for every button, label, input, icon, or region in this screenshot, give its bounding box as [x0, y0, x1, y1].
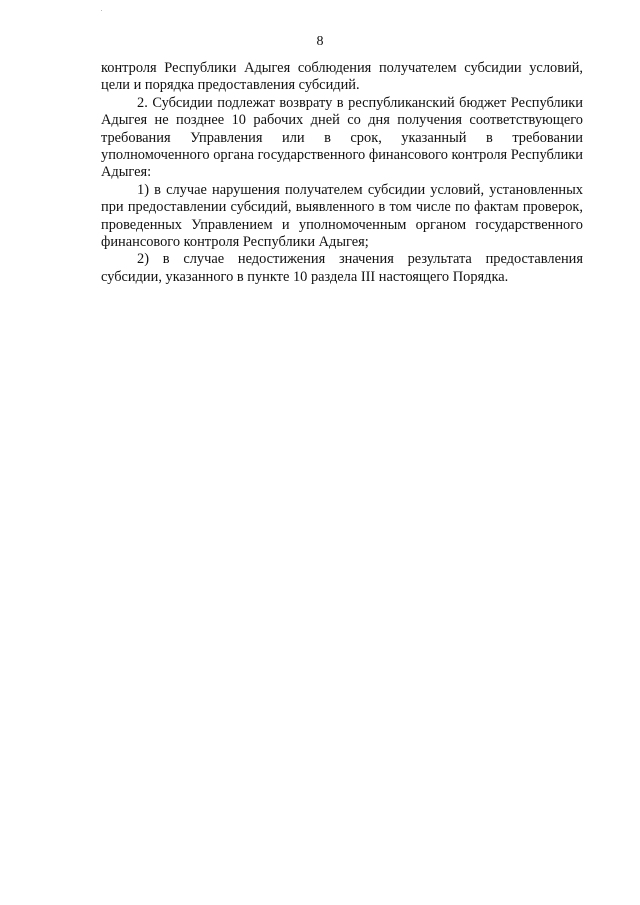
- document-body: [101, 60, 583, 286]
- scan-artifact: [101, 10, 102, 11]
- paragraph-item-2: 2. Субсидии подлежат возврату в республиканский бюджет Республики Адыгея не позднее 10 рабочих дней со дня получения соответствующего требования Управления или в срок, указанный в требовании уполномоченного органа государственного финансового контроля Республики Адыгея:: [101, 94, 583, 181]
- paragraph-subitem-1: 1) в случае нарушения получателем субсидии условий, установленных при предоставлении субсидий, выявленного в том числе по фактам проверок, проведенных Управлением и уполномоченным органом государственного финансового контроля Республики Адыгея;: [101, 181, 583, 251]
- page-number: 8: [316, 34, 324, 49]
- paragraph-subitem-2: 2) в случае недостижения значения результата предоставления субсидии, указанного в пункте 10 раздела III настоящего Порядка.: [101, 251, 583, 285]
- paragraph-continuation: контроля Республики Адыгея соблюдения получателем субсидии условий, цели и порядка предоставления субсидий.: [101, 60, 583, 94]
